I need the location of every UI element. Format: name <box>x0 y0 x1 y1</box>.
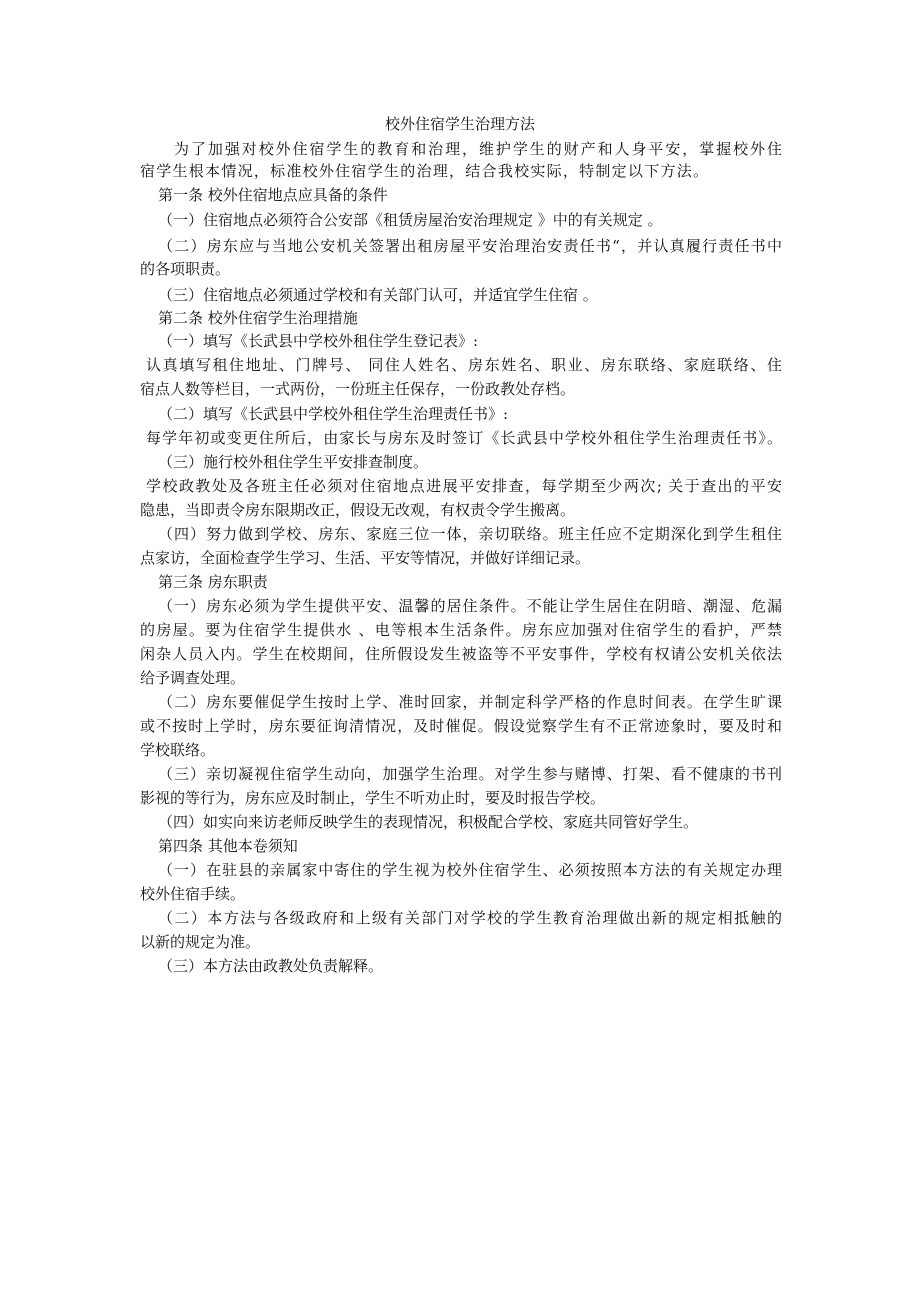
text-line: 闲杂人员入内。学生在校期间，住所假设发生被盗等不平安事件，学校有权请公安机关依法 <box>140 645 782 663</box>
text-line: 点家访，全面检查学生学习、生活、平安等情况，并做好详细记录。 <box>140 549 591 567</box>
section-heading: 第三条 房东职责 <box>158 573 268 591</box>
section-heading: 第二条 校外住宿学生治理措施 <box>158 309 358 327</box>
text-line: （四）努力做到学校、房东、家庭三位一体，亲切联络。班主任应不定期深化到学生租住 <box>158 525 782 543</box>
text-line: 以新的规定为准。 <box>140 933 261 951</box>
text-line: （二）房东要催促学生按时上学、准时回家，并制定科学严格的作息时间表。在学生旷课 <box>158 693 782 711</box>
text-line: 学校联络。 <box>140 741 216 759</box>
text-line: （二）本方法与各级政府和上级有关部门对学校的学生教育治理做出新的规定相抵触的 <box>158 909 782 927</box>
text-line: 的各项职责。 <box>140 260 231 278</box>
text-line: （三）施行校外租住学生平安排查制度。 <box>158 453 429 471</box>
document-title: 校外住宿学生治理方法 <box>384 115 535 133</box>
text-line: 宿学生根本情况，标准校外住宿学生的治理，结合我校实际，特制定以下方法。 <box>140 162 708 180</box>
text-line: （一）房东必须为学生提供平安、温馨的居住条件。不能让学生居住在阴暗、潮湿、危漏 <box>158 597 782 615</box>
text-line: 认真填写租住地址、门牌号、 同住人姓名、房东姓名、职业、房东联络、家庭联络、住 <box>146 356 782 374</box>
text-line: 校外住宿手续。 <box>140 885 246 903</box>
text-line: （二）填写《长武县中学校外租住学生治理责任书》: <box>158 405 509 423</box>
text-line: 学校政教处及各班主任必须对住宿地点进展平安排查，每学期至少两次; 关于查出的平安 <box>146 477 782 495</box>
text-line: 每学年初或变更住所后，由家长与房东及时签订《长武县中学校外租住学生治理责任书》。 <box>146 429 782 447</box>
text-line: （二）房东应与当地公安机关签署出租房屋平安治理治安责任书“，并认真履行责任书中 <box>158 237 782 255</box>
text-line: 影视的等行为，房东应及时制止，学生不听劝止时，要及时报告学校。 <box>140 789 606 807</box>
text-line: 隐患，当即责令房东限期改正，假设无改观，有权责令学生搬离。 <box>140 501 576 519</box>
text-line: （四）如实向来访老师反映学生的表现情况，积极配合学校、家庭共同管好学生。 <box>158 813 699 831</box>
text-line: （一）在驻县的亲属家中寄住的学生视为校外住宿学生、必须按照本方法的有关规定办理 <box>158 861 782 879</box>
text-line: （三）住宿地点必须通过学校和有关部门认可，并适宜学生住宿 。 <box>158 286 598 304</box>
text-line: （一）填写《长武县中学校外租住学生登记表》: <box>158 332 479 350</box>
section-heading: 第一条 校外住宿地点应具备的条件 <box>158 186 388 204</box>
text-line: 宿点人数等栏目，一式两份，一份班主任保存，一份政教处存档。 <box>140 380 576 398</box>
text-line: （一）住宿地点必须符合公安部《租赁房屋治安治理规定 》中的有关规定 。 <box>158 211 663 229</box>
text-line: （三）亲切凝视住宿学生动向，加强学生治理。对学生参与赌博、打架、看不健康的书刊 <box>158 765 782 783</box>
section-heading: 第四条 其他本卷须知 <box>158 837 298 855</box>
text-line: 或不按时上学时，房东要征询清情况，及时催促。假设觉察学生有不正常迹象时，要及时和 <box>140 717 782 735</box>
text-line: 给予调查处理。 <box>140 669 246 687</box>
text-line: （三）本方法由政教处负责解释。 <box>158 957 384 975</box>
text-line: 为了加强对校外住宿学生的教育和治理，维护学生的财产和人身平安，掌握校外住 <box>174 140 782 158</box>
text-line: 的房屋。要为住宿学生提供水 、电等根本生活条件。房东应加强对住宿学生的看护，严禁 <box>140 621 782 639</box>
